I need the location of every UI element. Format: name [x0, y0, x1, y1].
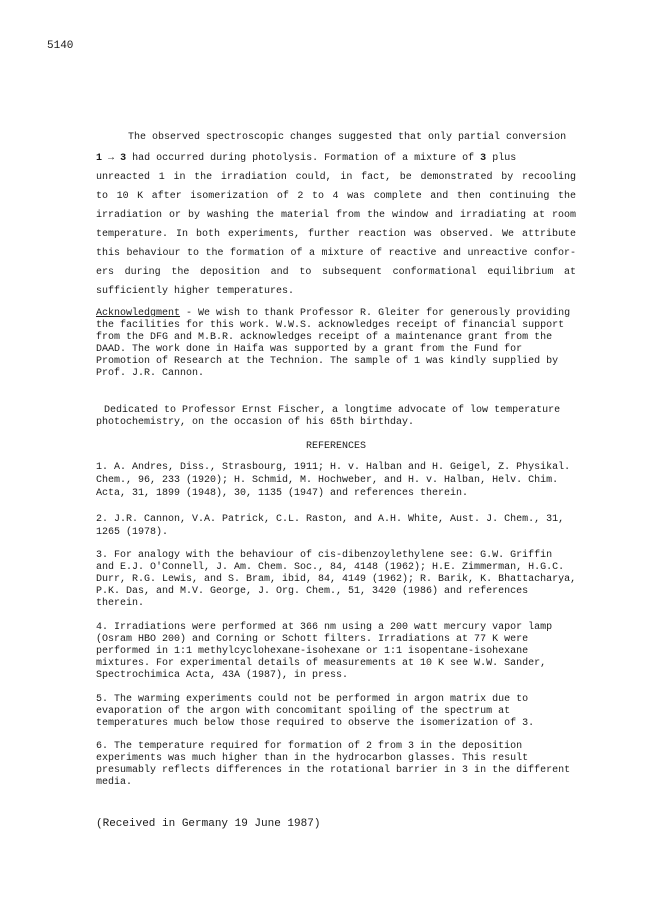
ack-line: Promotion of Research at the Technion. The sample of 1 was kindly supplied by	[96, 356, 559, 367]
ack-label: Acknowledgment	[96, 308, 181, 319]
ref-line: Durr, R.G. Lewis, and S. Bram, ibid, 84, 4149 (1962); R. Barik, K. Bhattacharya,	[96, 574, 577, 585]
ref-line: Acta, 31, 1899 (1948), 30, 1135 (1947) and references therein.	[96, 488, 469, 499]
dedication-line: Dedicated to Professor Ernst Fischer, a longtime advocate of low temperature	[104, 405, 561, 416]
page-number: 5140	[47, 40, 74, 52]
ack-line: DAAD. The work done in Haifa was supported by a grant from the Fund for	[96, 344, 523, 355]
paragraph-text: had occurred during photolysis. Formation of a mixture of	[132, 153, 475, 164]
ref-line: temperatures much below those required to observe the isomerization of 3.	[96, 718, 535, 729]
ref-line: presumably reflects differences in the rotational barrier in 3 in the different	[96, 765, 571, 776]
ref-line: 2. J.R. Cannon, V.A. Patrick, C.L. Raston, and A.H. White, Aust. J. Chem., 31,	[96, 514, 565, 525]
compound-ref: 3	[480, 153, 487, 164]
ref-line: 4. Irradiations were performed at 366 nm using a 200 watt mercury vapor lamp	[96, 622, 553, 633]
paragraph-line: irradiation or by washing the material from the window and irradiating at room	[96, 210, 576, 221]
paragraph-line: sufficiently higher temperatures.	[96, 286, 295, 297]
ref-line: Chem., 96, 233 (1920); H. Schmid, M. Hochweber, and H. v. Halban, Helv. Chim.	[96, 475, 559, 486]
paragraph-line: ers during the deposition and to subsequent conformational equilibrium at	[96, 267, 576, 278]
ref-line: 6. The temperature required for formation of 2 from 3 in the deposition	[96, 741, 523, 752]
arrow-icon: →	[108, 153, 115, 164]
ref-line: (Osram HBO 200) and Corning or Schott filters. Irradiations at 77 K were	[96, 634, 529, 645]
paragraph-line	[96, 153, 576, 165]
compound-ref: 1	[96, 153, 103, 164]
ref-line: 5. The warming experiments could not be performed in argon matrix due to	[96, 694, 529, 705]
paragraph-line: temperature. In both experiments, further reaction was observed. We attribute	[96, 229, 576, 240]
ref-line: 1265 (1978).	[96, 527, 169, 538]
paragraph-line: The observed spectroscopic changes suggested that only partial conversion	[128, 132, 567, 143]
paragraph-line: to 10 K after isomerization of 2 to 4 was complete and then continuing the	[96, 191, 576, 202]
ref-line: mixtures. For experimental details of measurements at 10 K see W.W. Sander,	[96, 658, 547, 669]
ack-line: from the DFG and M.B.R. acknowledges receipt of a maintenance grant from the	[96, 332, 553, 343]
ref-line: performed in 1:1 methylcyclohexane-isohexane or 1:1 isopentane-isohexane	[96, 646, 529, 657]
paragraph-text: plus	[492, 153, 517, 164]
ref-line: evaporation of the argon with concomitant spoiling of the spectrum at	[96, 706, 511, 717]
ref-line: 3. For analogy with the behaviour of cis-dibenzoylethylene see: G.W. Griffin	[96, 550, 553, 561]
compound-ref: 3	[120, 153, 127, 164]
ref-line: therein.	[96, 598, 145, 609]
ref-line: P.K. Das, and M.V. George, J. Org. Chem., 51, 3420 (1986) and references	[96, 586, 529, 597]
ack-text: - We wish to thank Professor R. Gleiter for generously providing	[186, 308, 571, 319]
ref-line: 1. A. Andres, Diss., Strasbourg, 1911; H. v. Halban and H. Geigel, Z. Physikal.	[96, 462, 571, 473]
ref-line: media.	[96, 777, 133, 788]
paragraph-line: this behaviour to the formation of a mixture of reactive and unreactive confor-	[96, 248, 576, 259]
ack-line: the facilities for this work. W.W.S. acknowledges receipt of financial support	[96, 320, 565, 331]
ack-line: Prof. J.R. Cannon.	[96, 368, 205, 379]
dedication-line: photochemistry, on the occasion of his 65th birthday.	[96, 417, 415, 428]
received-date: (Received in Germany 19 June 1987)	[96, 818, 321, 830]
ref-line: experiments was much higher than in the hydrocarbon glasses. This result	[96, 753, 529, 764]
paragraph-line: unreacted 1 in the irradiation could, in fact, be demonstrated by recooling	[96, 172, 576, 183]
ref-line: Spectrochimica Acta, 43A (1987), in press.	[96, 670, 349, 681]
ref-line: and E.J. O'Connell, J. Am. Chem. Soc., 84, 4148 (1962); H.E. Zimmerman, H.G.C.	[96, 562, 565, 573]
references-heading: REFERENCES	[305, 441, 366, 452]
ack-line	[96, 308, 570, 320]
